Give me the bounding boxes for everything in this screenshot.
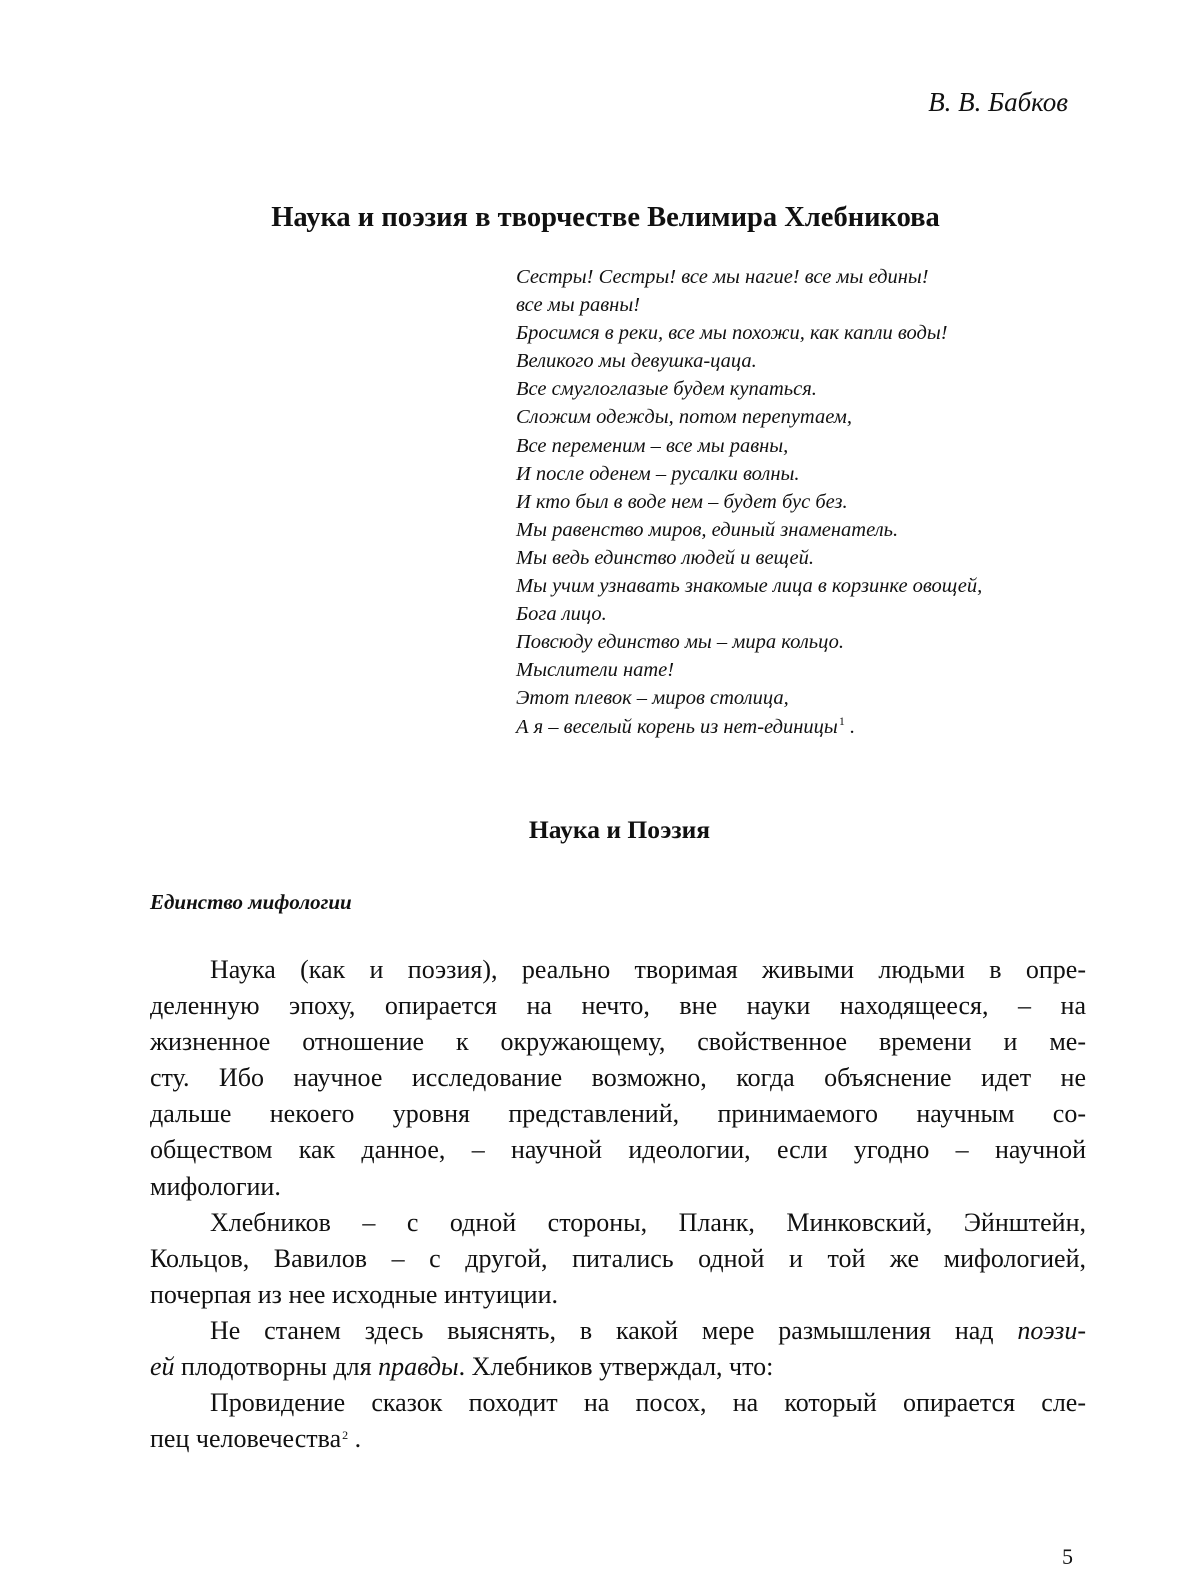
- epigraph-line: Мы учим узнавать знакомые лица в корзинке овощей,: [516, 575, 983, 598]
- paragraph-line: [150, 1349, 1086, 1385]
- subsection-heading: Единство мифологии: [150, 890, 352, 914]
- section-heading: Наука и Поэзия: [528, 815, 711, 844]
- running-header-author: В. В. Бабков: [928, 87, 1068, 117]
- epigraph-line: Мыслители нате!: [516, 659, 675, 682]
- epigraph-line: Мы ведь единство людей и вещей.: [516, 546, 815, 569]
- page-number: 5: [1062, 1544, 1073, 1569]
- epigraph-line: Этот плевок – миров столица,: [516, 687, 789, 710]
- epigraph-poem: [516, 263, 1116, 741]
- epigraph-last-line: [516, 713, 1116, 741]
- footnote-mark-2[interactable]: 2: [342, 1428, 349, 1443]
- epigraph-line: Повсюду единство мы – мира кольцо.: [516, 631, 844, 654]
- emphasis-truth: правды: [378, 1352, 459, 1382]
- epigraph-line: Все переменим – все мы равны,: [516, 434, 789, 457]
- text-run: . Хлебников утверждал, что:: [458, 1352, 774, 1382]
- epigraph-line: Сложим одежды, потом перепутаем,: [516, 406, 853, 429]
- paragraph-line: Наука (как и поэзия), реально творимая живыми людьми в опре-: [210, 955, 1086, 984]
- epigraph-line: И кто был в воде нем – будет бус без.: [516, 490, 848, 513]
- paragraph-line: Хлебников – с одной стороны, Планк, Минковский, Эйнштейн,: [210, 1207, 1086, 1237]
- epigraph-line-text: А я – веселый корень из нет-единицы: [516, 715, 838, 738]
- quote-end-punct: .: [354, 1424, 362, 1454]
- epigraph-line: Мы равенство миров, единый знаменатель.: [516, 518, 899, 541]
- paragraph-line: мифологии.: [150, 1171, 281, 1201]
- text-run: Не станем здесь выяснять, в какой мере размышления над: [210, 1315, 1018, 1345]
- paragraph-line: жизненное отношение к окружающему, свойственное времени и ме-: [150, 1027, 1086, 1057]
- epigraph-line: Бросимся в реки, все мы похожи, как капли воды!: [516, 322, 948, 345]
- article-title: Наука и поэзия в творчестве Велимира Хлебникова: [271, 202, 940, 233]
- epigraph-end-punct: .: [849, 715, 856, 738]
- body-text: [150, 952, 1086, 1457]
- emphasis-poetry: поэзи-: [1017, 1315, 1086, 1345]
- footnote-mark-1[interactable]: 1: [838, 713, 845, 728]
- paragraph-line: обществом как данное, – научной идеологии, если угодно – научной: [150, 1135, 1086, 1165]
- paragraph-line: Кольцов, Вавилов – с другой, питались одной и той же мифологией,: [150, 1243, 1086, 1273]
- epigraph-line: все мы равны!: [516, 294, 641, 317]
- text-run: пец человечества: [150, 1424, 342, 1454]
- emphasis-poetry-end: ей: [150, 1352, 175, 1382]
- epigraph-line: Великого мы девушка-цаца.: [516, 350, 757, 373]
- epigraph-line: Бога лицо.: [516, 603, 607, 626]
- paragraph-line: сту. Ибо научное исследование возможно, когда объяснение идет не: [150, 1063, 1086, 1093]
- quote-line: [150, 1421, 1086, 1457]
- paragraph-line: [150, 1313, 1086, 1349]
- text-run: плодотворны для: [174, 1352, 379, 1382]
- epigraph-line: Сестры! Сестры! все мы нагие! все мы едины!: [516, 266, 929, 288]
- paragraph-line: деленную эпоху, опирается на нечто, вне науки находящееся, – на: [150, 991, 1086, 1021]
- paragraph-line: дальше некоего уровня представлений, принимаемого научным со-: [150, 1099, 1086, 1129]
- epigraph-line: Все смуглоглазые будем купаться.: [516, 378, 817, 401]
- quote-line: Провидение сказок походит на посох, на который опирается сле-: [210, 1388, 1086, 1418]
- paragraph-line: почерпая из нее исходные интуиции.: [150, 1279, 558, 1309]
- epigraph-line: И после оденем – русалки волны.: [516, 462, 800, 485]
